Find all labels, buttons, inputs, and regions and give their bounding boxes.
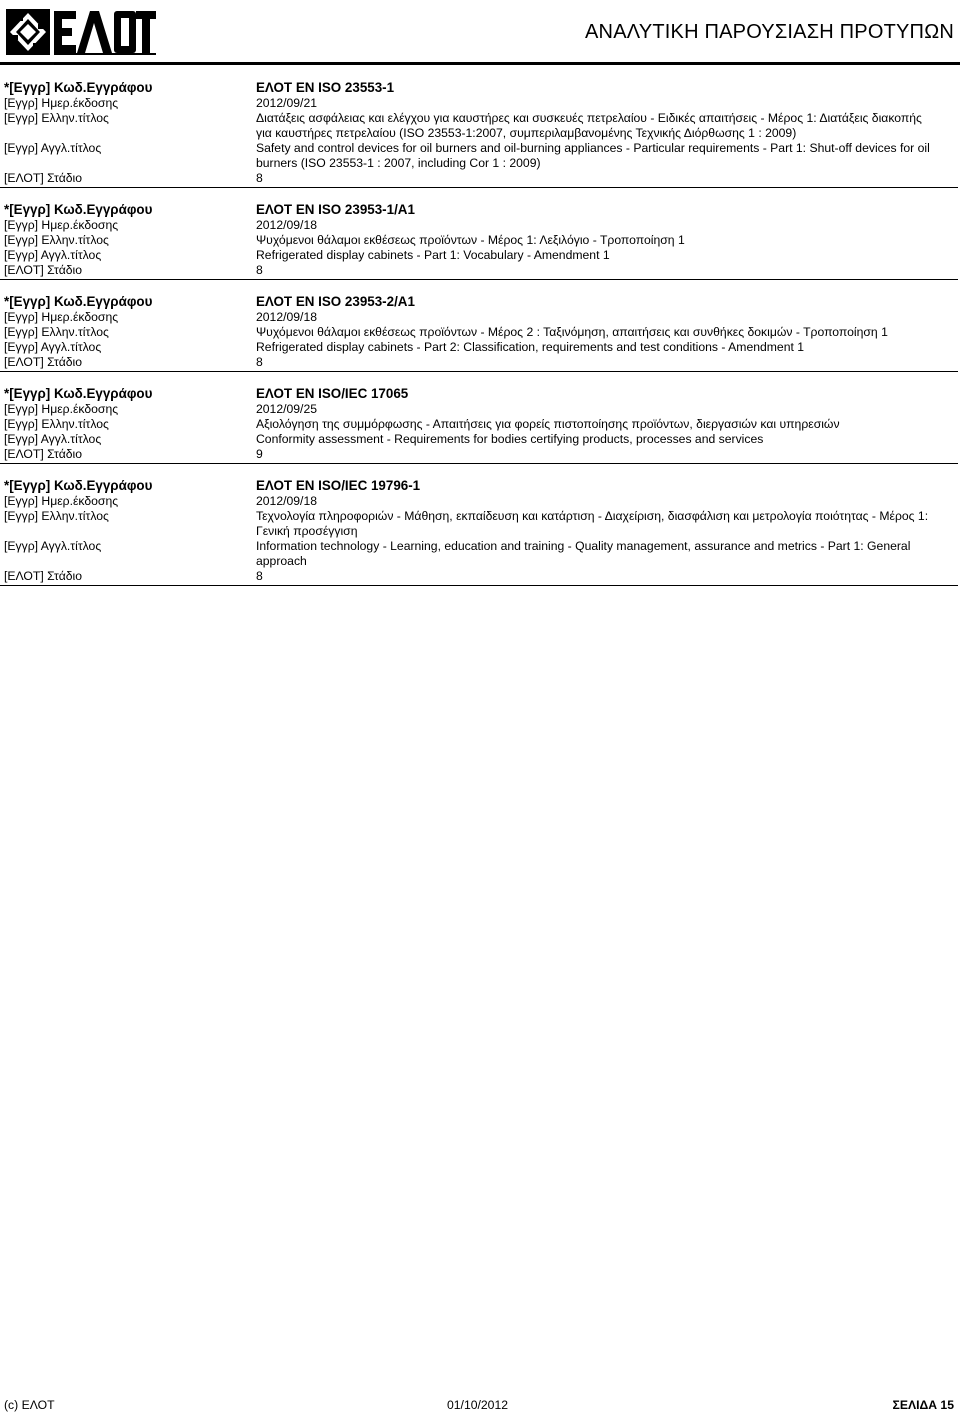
issue-date-row	[0, 494, 960, 509]
stage-row	[0, 263, 960, 278]
english-title-value: Conformity assessment - Requirements for bodies certifying products, processes and services	[256, 432, 764, 446]
report-title: ΑΝΑΛΥΤΙΚΗ ΠΑΡΟΥΣΙΑΣΗ ΠΡΟΤΥΠΩΝ	[585, 21, 954, 43]
document-code-value: ΕΛΟΤ EN ISO/IEC 19796-1	[256, 478, 421, 493]
stage-row	[0, 447, 960, 462]
greek-title-value: Αξιολόγηση της συμμόρφωσης - Απαιτήσεις για φορείς πιστοποίησης προϊόντων, διεργασιών και υπηρεσιών	[256, 417, 840, 431]
record-divider	[0, 279, 958, 280]
document-code-row	[0, 385, 960, 402]
greek-title-label: [Εγγρ] Ελλην.τίτλος	[4, 111, 109, 125]
issue-date-label: [Εγγρ] Ημερ.έκδοσης	[4, 310, 119, 324]
greek-title-row	[0, 509, 960, 539]
footer-page-number: ΣΕΛΙΔΑ 15	[892, 1398, 954, 1412]
document-code-value: ΕΛΟΤ EN ISO 23553-1	[256, 80, 395, 95]
english-title-label: [Εγγρ] Αγγλ.τίτλος	[4, 340, 102, 354]
greek-title-label: [Εγγρ] Ελλην.τίτλος	[4, 417, 109, 431]
elot-logo-icon	[6, 9, 156, 55]
document-code-row	[0, 293, 960, 310]
english-title-label: [Εγγρ] Αγγλ.τίτλος	[4, 248, 102, 262]
english-title-label: [Εγγρ] Αγγλ.τίτλος	[4, 432, 102, 446]
english-title-value: Refrigerated display cabinets - Part 1: Vocabulary - Amendment 1	[256, 248, 610, 262]
issue-date-row	[0, 402, 960, 417]
greek-title-label: [Εγγρ] Ελλην.τίτλος	[4, 509, 109, 523]
standard-record	[0, 293, 960, 372]
document-code-value: ΕΛΟΤ EN ISO 23953-2/A1	[256, 294, 415, 309]
record-divider	[0, 585, 958, 586]
greek-title-row	[0, 417, 960, 432]
standard-record	[0, 385, 960, 464]
document-code-row	[0, 79, 960, 96]
issue-date-row	[0, 96, 960, 111]
issue-date-row	[0, 218, 960, 233]
english-title-row	[0, 539, 960, 569]
issue-date-label: [Εγγρ] Ημερ.έκδοσης	[4, 494, 119, 508]
issue-date-value: 2012/09/25	[256, 402, 317, 416]
page-header	[0, 0, 960, 66]
record-divider	[0, 187, 958, 188]
stage-value: 8	[256, 569, 263, 583]
english-title-value: Information technology - Learning, education and training - Quality management, assurance and metrics - Part 1: General approach	[256, 539, 911, 568]
stage-label: [ΕΛΟΤ] Στάδιο	[4, 569, 83, 583]
greek-title-value: Διατάξεις ασφάλειας και ελέγχου για καυστήρες και συσκευές πετρελαίου - Ειδικές απαιτήσεις - Μέρος 1: Διατάξεις διακοπής για καυστήρες πετρελαίου (ISO 23553-1:2007, συμπεριλαμβανομένης Τεχνικής Διόρθωσης 1 : 2009)	[256, 111, 922, 140]
greek-title-label: [Εγγρ] Ελλην.τίτλος	[4, 325, 109, 339]
elot-logo	[6, 9, 156, 55]
issue-date-row	[0, 310, 960, 325]
issue-date-value: 2012/09/18	[256, 310, 317, 324]
header-divider	[0, 62, 960, 65]
english-title-row	[0, 340, 960, 355]
record-divider	[0, 463, 958, 464]
document-code-label: *[Εγγρ] Κωδ.Εγγράφου	[4, 80, 153, 95]
records-list	[0, 79, 960, 599]
document-code-row	[0, 477, 960, 494]
issue-date-value: 2012/09/21	[256, 96, 317, 110]
english-title-value: Refrigerated display cabinets - Part 2: Classification, requirements and test conditions - Amendment 1	[256, 340, 805, 354]
english-title-row	[0, 432, 960, 447]
greek-title-row	[0, 325, 960, 340]
english-title-row	[0, 141, 960, 171]
stage-value: 8	[256, 171, 263, 185]
standard-record	[0, 201, 960, 280]
stage-row	[0, 171, 960, 186]
record-divider	[0, 371, 958, 372]
standard-record	[0, 477, 960, 586]
document-code-label: *[Εγγρ] Κωδ.Εγγράφου	[4, 202, 153, 217]
document-code-row	[0, 201, 960, 218]
stage-label: [ΕΛΟΤ] Στάδιο	[4, 355, 83, 369]
stage-row	[0, 355, 960, 370]
greek-title-value: Τεχνολογία πληροφοριών - Μάθηση, εκπαίδευση και κατάρτιση - Διαχείριση, διασφάλιση και μετρολογία ποιότητας - Μέρος 1: Γενική προσέγγιση	[256, 509, 929, 538]
english-title-label: [Εγγρ] Αγγλ.τίτλος	[4, 539, 102, 553]
document-code-label: *[Εγγρ] Κωδ.Εγγράφου	[4, 386, 153, 401]
document-code-label: *[Εγγρ] Κωδ.Εγγράφου	[4, 294, 153, 309]
page-footer	[0, 1398, 960, 1415]
greek-title-row	[0, 233, 960, 248]
greek-title-row	[0, 111, 960, 141]
footer-copyright: (c) ΕΛΟΤ	[4, 1398, 55, 1412]
issue-date-label: [Εγγρ] Ημερ.έκδοσης	[4, 218, 119, 232]
issue-date-value: 2012/09/18	[256, 494, 317, 508]
stage-label: [ΕΛΟΤ] Στάδιο	[4, 171, 83, 185]
english-title-row	[0, 248, 960, 263]
issue-date-label: [Εγγρ] Ημερ.έκδοσης	[4, 402, 119, 416]
document-code-label: *[Εγγρ] Κωδ.Εγγράφου	[4, 478, 153, 493]
english-title-value: Safety and control devices for oil burners and oil-burning appliances - Particular requirements - Part 1: Shut-off devices for oil burners (ISO 23553-1 : 2007, including Cor 1 : 2009)	[256, 141, 930, 170]
stage-value: 8	[256, 355, 263, 369]
english-title-label: [Εγγρ] Αγγλ.τίτλος	[4, 141, 102, 155]
stage-value: 8	[256, 263, 263, 277]
greek-title-label: [Εγγρ] Ελλην.τίτλος	[4, 233, 109, 247]
stage-row	[0, 569, 960, 584]
issue-date-label: [Εγγρ] Ημερ.έκδοσης	[4, 96, 119, 110]
document-code-value: ΕΛΟΤ EN ISO 23953-1/A1	[256, 202, 415, 217]
greek-title-value: Ψυχόμενοι θάλαμοι εκθέσεως προϊόντων - Μέρος 1: Λεξιλόγιο - Τροποποίηση 1	[256, 233, 685, 247]
stage-label: [ΕΛΟΤ] Στάδιο	[4, 447, 83, 461]
greek-title-value: Ψυχόμενοι θάλαμοι εκθέσεως προϊόντων - Μέρος 2 : Ταξινόμηση, απαιτήσεις και συνθήκες δοκιμών - Τροποποίηση 1	[256, 325, 888, 339]
footer-date: 01/10/2012	[447, 1398, 508, 1412]
standard-record	[0, 79, 960, 188]
issue-date-value: 2012/09/18	[256, 218, 317, 232]
document-code-value: ΕΛΟΤ EN ISO/IEC 17065	[256, 386, 409, 401]
stage-label: [ΕΛΟΤ] Στάδιο	[4, 263, 83, 277]
stage-value: 9	[256, 447, 263, 461]
